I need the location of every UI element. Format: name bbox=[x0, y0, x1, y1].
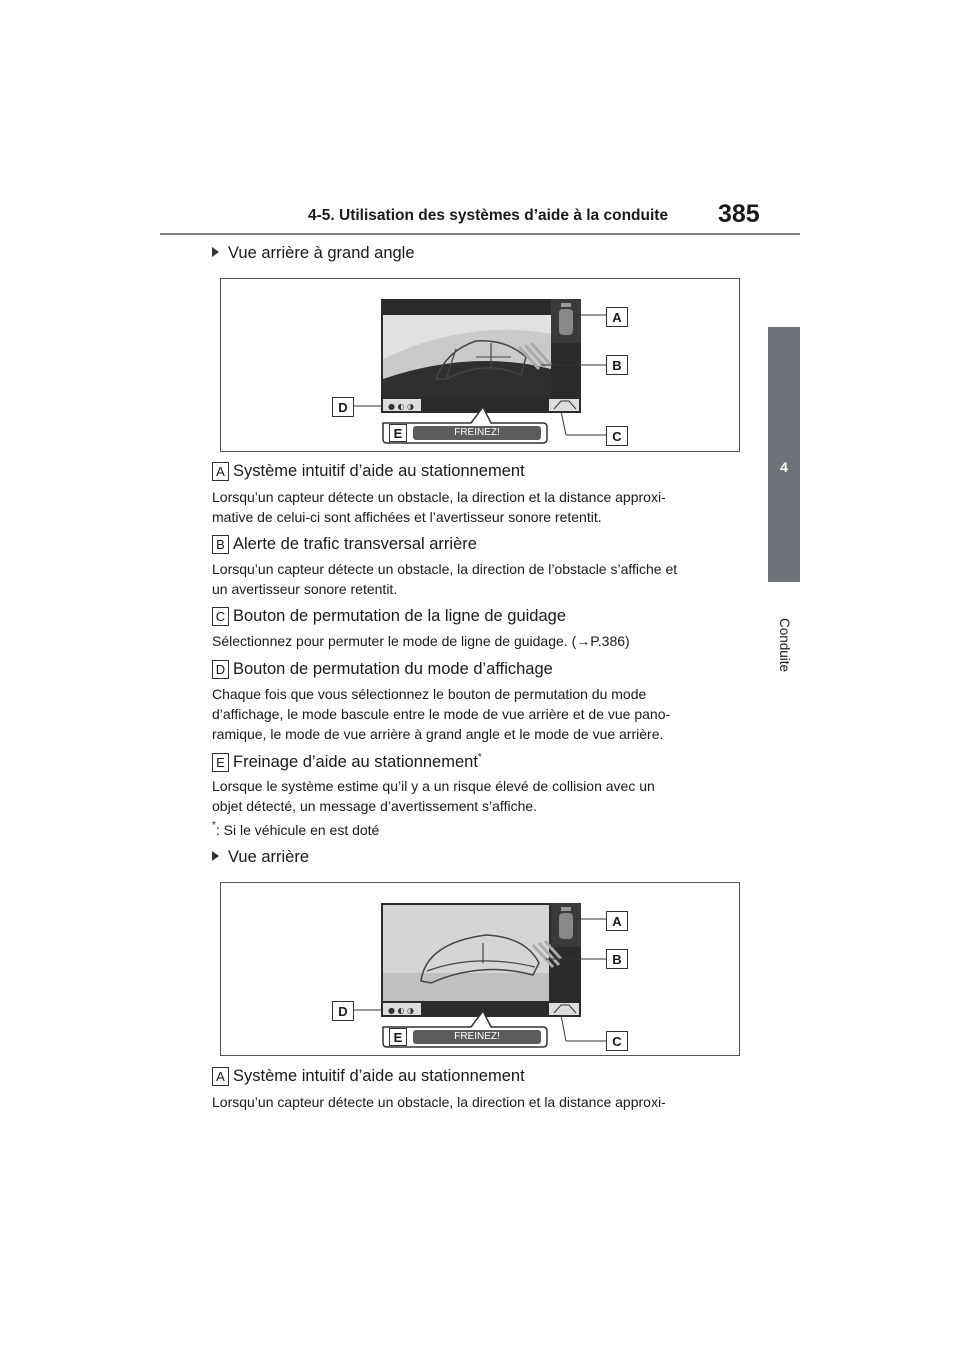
footnote-text: : Si le véhicule en est doté bbox=[215, 822, 380, 838]
callout-d: D bbox=[332, 397, 354, 417]
item-title-a-2: Système intuitif d’aide au stationnement bbox=[233, 1067, 525, 1085]
item-letter-c: C bbox=[212, 607, 229, 626]
triangle-bullet-icon bbox=[212, 851, 219, 861]
item-letter-a: A bbox=[212, 462, 229, 481]
item-desc-c bbox=[212, 631, 747, 651]
chapter-label-text: Conduite bbox=[777, 618, 792, 673]
callout-a: A bbox=[606, 307, 628, 327]
desc-line: ramique, le mode de vue arrière à grand angle et le mode de vue arrière. bbox=[212, 726, 664, 742]
desc-line: Lorsque le système estime qu’il y a un risque élevé de collision avec un bbox=[212, 778, 655, 794]
chapter-label bbox=[768, 618, 800, 708]
desc-line: un avertisseur sonore retentit. bbox=[212, 581, 398, 597]
footnote bbox=[212, 820, 379, 838]
brake-warning-message: FREINEZ! bbox=[413, 426, 541, 440]
section-title: 4-5. Utilisation des systèmes d’aide à la conduite bbox=[308, 207, 669, 224]
figure-rear-view bbox=[220, 882, 740, 1056]
item-letter-d: D bbox=[212, 660, 229, 679]
section-heading-text: Vue arrière à grand angle bbox=[228, 244, 415, 262]
item-letter-a-2: A bbox=[212, 1067, 229, 1086]
section-heading-text: Vue arrière bbox=[228, 848, 310, 866]
item-title-e bbox=[233, 752, 482, 772]
callout-e: E bbox=[389, 1028, 407, 1046]
desc-line: Lorsqu’un capteur détecte un obstacle, la direction et la distance approxi- bbox=[212, 1094, 666, 1110]
item-desc-d bbox=[212, 684, 747, 744]
callout-c: C bbox=[606, 426, 628, 446]
callout-d: D bbox=[332, 1001, 354, 1021]
desc-line: d’affichage, le mode bascule entre le mode de vue arrière et de vue pano- bbox=[212, 706, 671, 722]
footnote-marker: * bbox=[477, 752, 482, 763]
item-title-a: Système intuitif d’aide au stationnement bbox=[233, 462, 525, 480]
callout-c: C bbox=[606, 1031, 628, 1051]
desc-line: objet détecté, un message d’avertissement s’affiche. bbox=[212, 798, 538, 814]
page-number: 385 bbox=[718, 200, 760, 228]
desc-line: Chaque fois que vous sélectionnez le bouton de permutation du mode bbox=[212, 686, 647, 702]
footnote-mark: * bbox=[212, 820, 216, 831]
item-letter-e: E bbox=[212, 753, 229, 772]
svg-text:● ◐ ◑: ● ◐ ◑ bbox=[388, 1006, 415, 1015]
item-letter-b: B bbox=[212, 535, 229, 554]
callout-e: E bbox=[389, 424, 407, 442]
callout-b: B bbox=[606, 949, 628, 969]
item-desc-a bbox=[212, 487, 747, 527]
figure-wide-rear-view bbox=[220, 278, 740, 452]
item-title-c: Bouton de permutation de la ligne de guidage bbox=[233, 607, 567, 625]
brake-warning-message: FREINEZ! bbox=[413, 1030, 541, 1044]
triangle-bullet-icon bbox=[212, 247, 219, 257]
desc-line: mative de celui-ci sont affichées et l’avertisseur sonore retentit. bbox=[212, 509, 602, 525]
item-desc-a-2 bbox=[212, 1092, 747, 1112]
callout-b: B bbox=[606, 355, 628, 375]
item-desc-e bbox=[212, 776, 747, 816]
header-rule bbox=[160, 233, 800, 235]
desc-line: Lorsqu’un capteur détecte un obstacle, la direction et la distance approxi- bbox=[212, 489, 666, 505]
section-heading bbox=[212, 244, 415, 263]
item-title-d: Bouton de permutation du mode d’affichage bbox=[233, 660, 553, 678]
desc-line: Sélectionnez pour permuter le mode de ligne de guidage. (→P.386) bbox=[212, 633, 630, 649]
item-title-e-text: Freinage d’aide au stationnement bbox=[233, 753, 478, 771]
item-desc-b bbox=[212, 559, 747, 599]
chapter-number: 4 bbox=[780, 459, 788, 475]
section-heading-2 bbox=[212, 848, 309, 867]
callout-a: A bbox=[606, 911, 628, 931]
desc-line: Lorsqu’un capteur détecte un obstacle, la direction de l’obstacle s’affiche et bbox=[212, 561, 678, 577]
chapter-tab bbox=[768, 327, 800, 582]
item-title-b: Alerte de trafic transversal arrière bbox=[233, 535, 477, 553]
svg-text:● ◐ ◑: ● ◐ ◑ bbox=[388, 402, 415, 411]
